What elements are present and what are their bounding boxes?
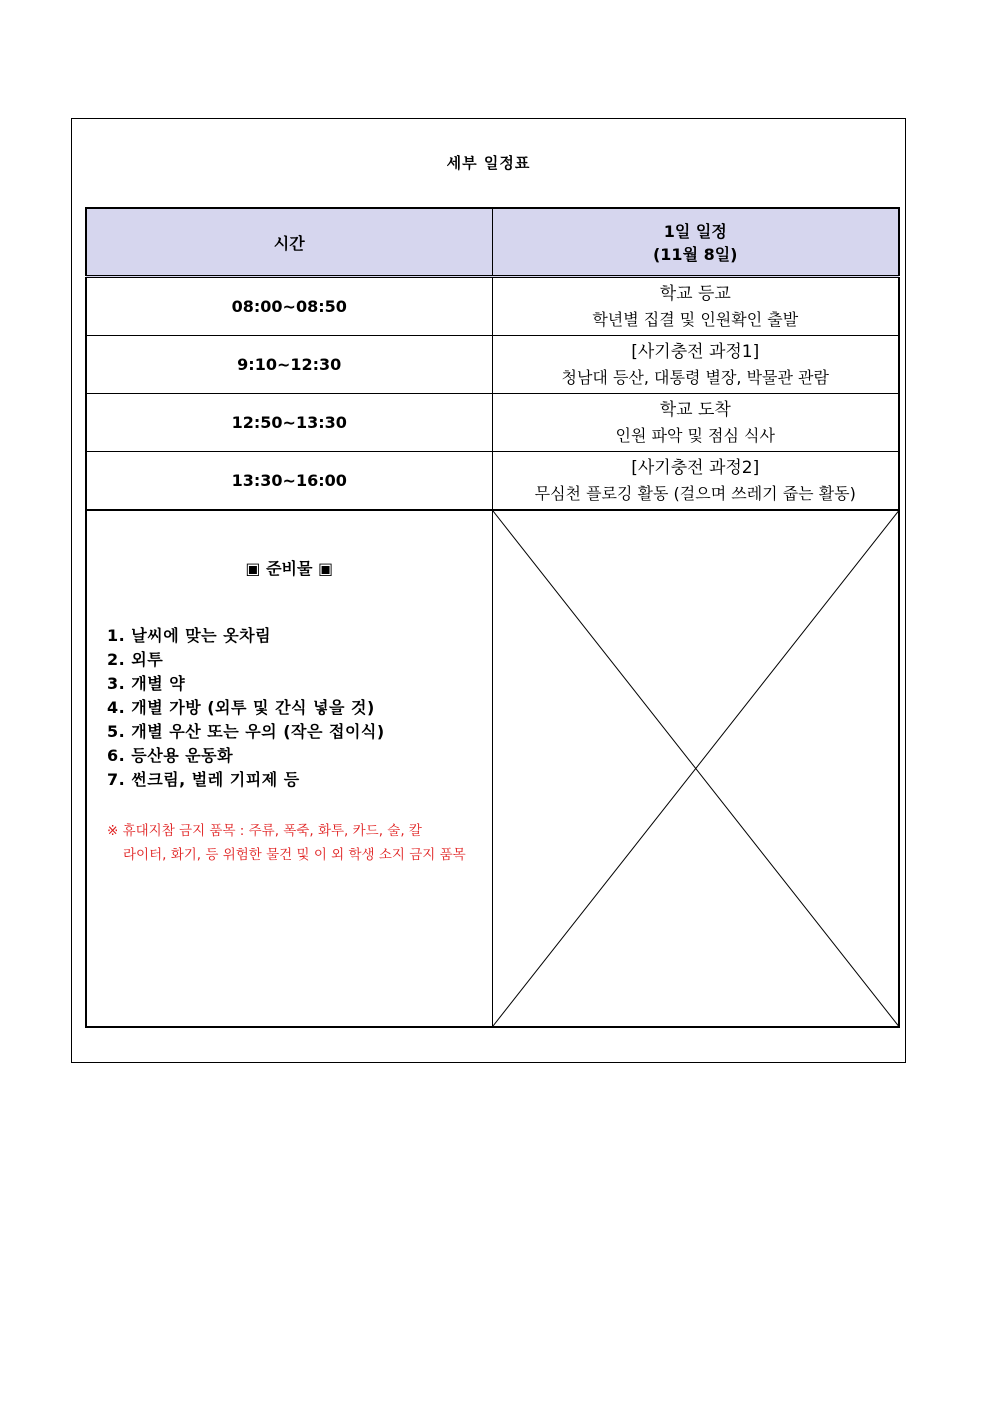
preparation-row bbox=[86, 510, 899, 1027]
table-row bbox=[86, 277, 899, 336]
row-activity bbox=[492, 452, 899, 511]
row-activity-desc: 인원 파악 및 점심 식사 bbox=[615, 425, 775, 445]
row-activity bbox=[492, 394, 899, 452]
header-time: 시간 bbox=[86, 208, 492, 277]
preparation-cell bbox=[86, 510, 492, 1027]
preparation-list bbox=[107, 624, 385, 792]
row-activity-desc: 무심천 플로깅 활동 (걸으며 쓰레기 줍는 활동) bbox=[534, 483, 856, 503]
row-activity bbox=[492, 277, 899, 336]
list-item: 5. 개별 우산 또는 우의 (작은 접이식) bbox=[107, 722, 385, 741]
row-activity-desc: 학년별 집결 및 인원확인 출발 bbox=[592, 309, 799, 329]
prohibited-items-note bbox=[107, 819, 482, 867]
document-frame bbox=[71, 118, 906, 1063]
list-item: 4. 개별 가방 (외투 및 간식 넣을 것) bbox=[107, 698, 375, 717]
row-time: 12:50~13:30 bbox=[86, 394, 492, 452]
header-day-line2: (11월 8일) bbox=[652, 245, 738, 264]
preparation-heading: ▣ 준비물 ▣ bbox=[245, 559, 334, 578]
row-activity-title: [사기충전 과정1] bbox=[631, 341, 760, 362]
table-row bbox=[86, 452, 899, 511]
schedule-table bbox=[85, 207, 900, 1028]
list-item: 2. 외투 bbox=[107, 650, 164, 669]
row-time: 9:10~12:30 bbox=[86, 336, 492, 394]
row-time: 08:00~08:50 bbox=[86, 277, 492, 336]
empty-crossed-cell bbox=[492, 510, 899, 1027]
note-line-2: 라이터, 화기, 등 위험한 물건 및 이 외 학생 소지 금지 품목 bbox=[123, 847, 466, 863]
row-activity-desc: 청남대 등산, 대통령 별장, 박물관 관람 bbox=[561, 367, 829, 387]
row-activity bbox=[492, 336, 899, 394]
list-item: 7. 썬크림, 벌레 기피제 등 bbox=[107, 770, 300, 789]
row-activity-title: [사기충전 과정2] bbox=[631, 457, 760, 478]
table-row bbox=[86, 394, 899, 452]
table-header-row bbox=[86, 208, 899, 277]
list-item: 1. 날씨에 맞는 옷차림 bbox=[107, 626, 272, 645]
cross-lines bbox=[493, 511, 899, 1026]
document-title: 세부 일정표 bbox=[446, 154, 531, 172]
list-item: 3. 개별 약 bbox=[107, 674, 186, 693]
table-row bbox=[86, 336, 899, 394]
row-activity-title: 학교 등교 bbox=[659, 283, 731, 304]
row-activity-title: 학교 도착 bbox=[659, 399, 731, 420]
list-item: 6. 등산용 운동화 bbox=[107, 746, 234, 765]
header-day bbox=[492, 208, 899, 277]
note-line-1: ※ 휴대지참 금지 품목 : 주류, 폭죽, 화투, 카드, 술, 칼 bbox=[107, 823, 422, 839]
header-day-line1: 1일 일정 bbox=[663, 222, 727, 241]
row-time: 13:30~16:00 bbox=[86, 452, 492, 511]
